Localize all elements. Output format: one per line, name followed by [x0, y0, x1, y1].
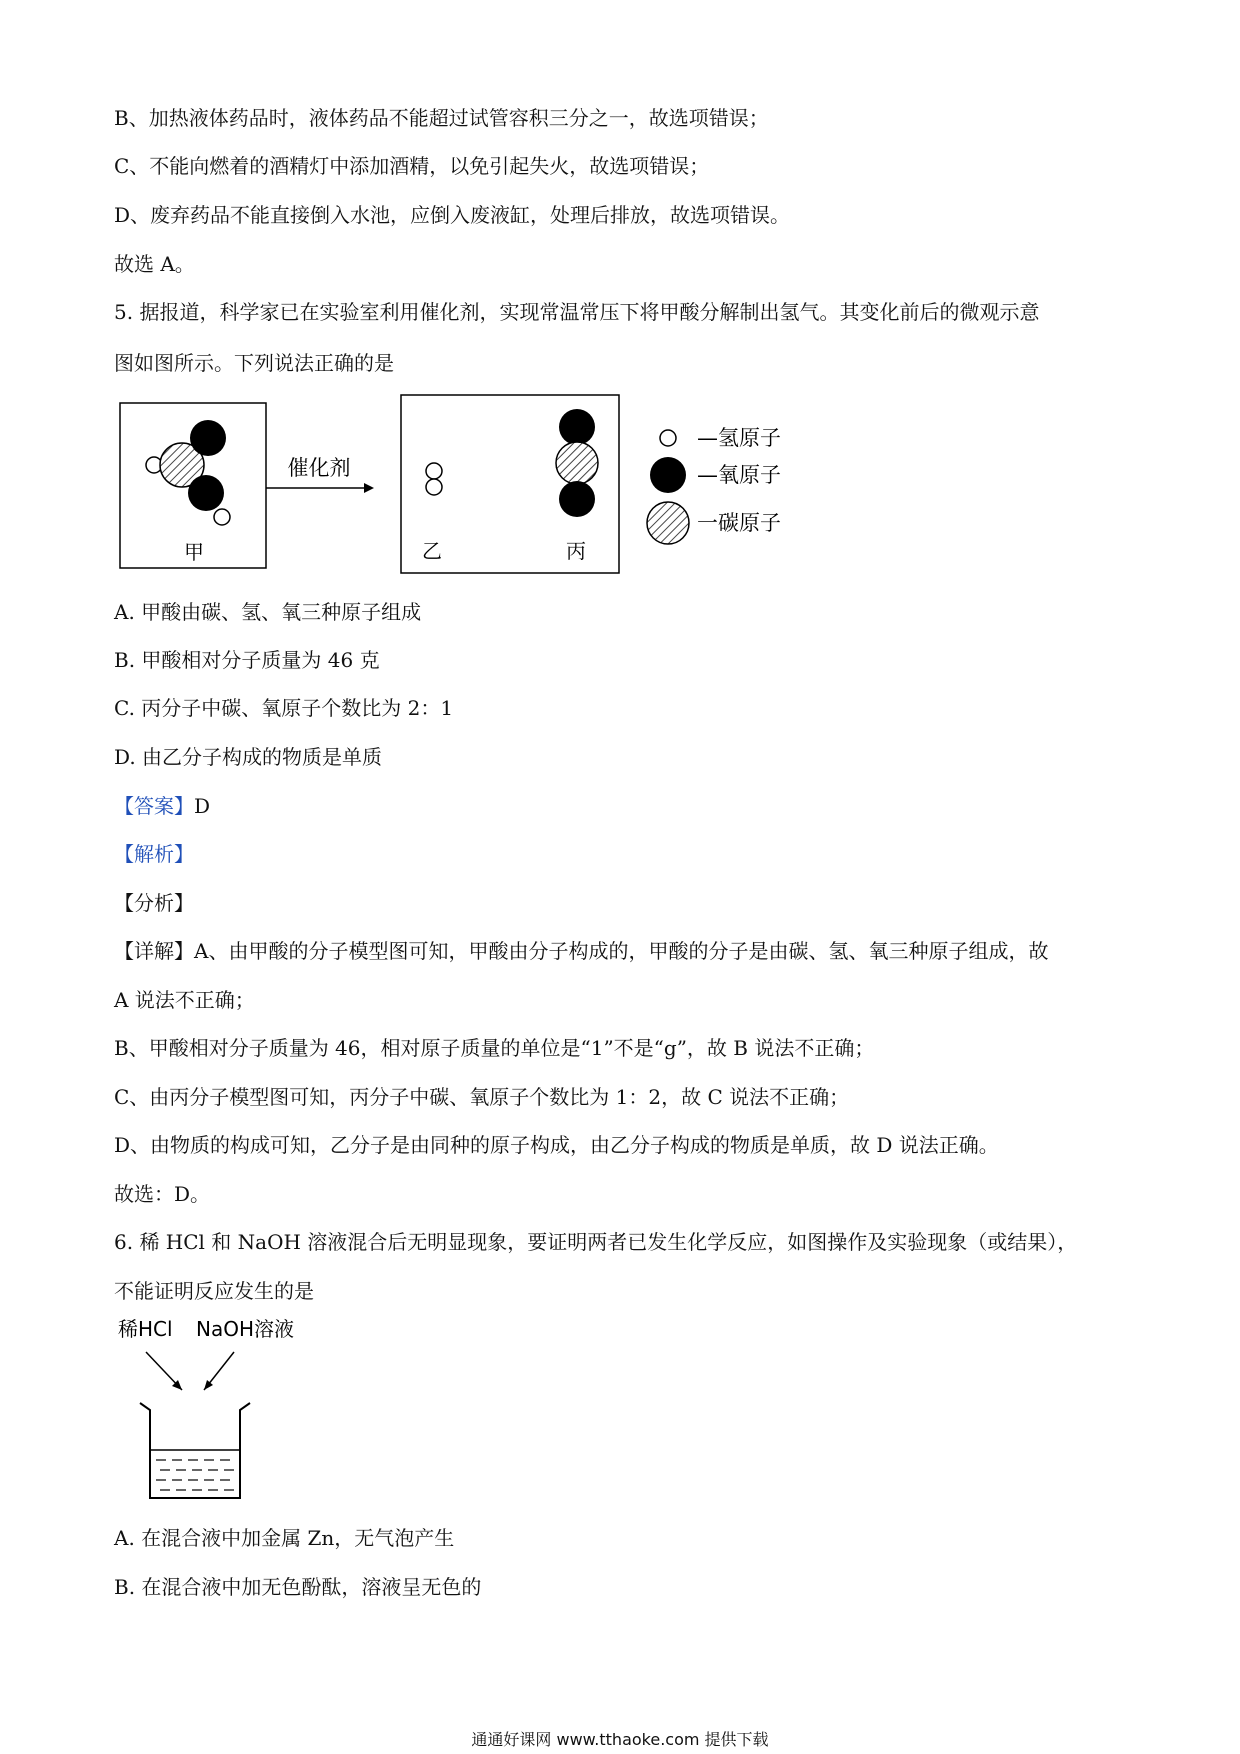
detail-line: 故选：D。 [114, 1182, 211, 1206]
oxygen-atom [559, 409, 595, 445]
detail-line: A 说法不正确； [114, 988, 255, 1012]
hydrogen-atom [426, 463, 442, 479]
option-b: B. 在混合液中加无色酚酞，溶液呈无色的 [114, 1575, 482, 1599]
answer-value: D [194, 794, 211, 818]
legend-oxygen-icon [650, 457, 686, 493]
label-bing: 丙 [566, 539, 586, 563]
label-naoh: NaOH溶液 [196, 1318, 294, 1341]
text-line: 故选 A。 [114, 252, 195, 276]
question-6-stem: 不能证明反应发生的是 [114, 1279, 314, 1303]
hydrogen-atom [214, 509, 230, 525]
option-b: B. 甲酸相对分子质量为 46 克 [114, 648, 380, 672]
beaker-diagram [110, 1318, 310, 1508]
text-line: B、加热液体药品时，液体药品不能超过试管容积三分之一，故选项错误； [114, 106, 769, 130]
detail-line: B、甲酸相对分子质量为 46，相对原子质量的单位是“1”不是“g”，故 B 说法不正确； [114, 1036, 875, 1060]
carbon-atom [556, 442, 598, 484]
label-hcl: 稀HCl [118, 1318, 173, 1341]
question-6-stem: 6. 稀 HCl 和 NaOH 溶液混合后无明显现象，要证明两者已发生化学反应，如图操作及实验现象（或结果）， [114, 1230, 1078, 1254]
oxygen-atom [190, 420, 226, 456]
detail-text: A、由甲酸的分子模型图可知，甲酸由分子构成的，甲酸的分子是由碳、氢、氧三种原子组成，故 [194, 939, 1049, 963]
label-jia: 甲 [184, 540, 204, 564]
text-line: C、不能向燃着的酒精灯中添加酒精，以免引起失火，故选项错误； [114, 154, 710, 178]
option-a: A. 在混合液中加金属 Zn，无气泡产生 [114, 1526, 455, 1550]
hydrogen-atom [426, 479, 442, 495]
page-footer: 通通好课网 www.tthaoke.com 提供下载 [471, 1730, 769, 1749]
legend-carbon-label: 一碳原子 [697, 511, 781, 535]
text-line: D、废弃药品不能直接倒入水池，应倒入废液缸，处理后排放，故选项错误。 [114, 203, 791, 227]
fenxi-tag: 【分析】 [114, 891, 194, 915]
liquid-lines [156, 1460, 234, 1490]
detail-line: D、由物质的构成可知，乙分子是由同种的原子构成，由乙分子构成的物质是单质，故 D 说法正确。 [114, 1133, 999, 1157]
oxygen-atom [559, 481, 595, 517]
legend-hydrogen-label: —氢原子 [697, 426, 781, 450]
molecule-diagram [114, 393, 814, 583]
detail-tag: 【详解】 [114, 939, 194, 963]
legend-oxygen-label: —氧原子 [697, 463, 781, 487]
catalyst-label: 催化剂 [287, 456, 351, 480]
question-5-stem: 5. 据报道，科学家已在实验室利用催化剂，实现常温常压下将甲酸分解制出氢气。其变化前后的微观示意 [114, 300, 1040, 324]
answer-tag: 【答案】 [114, 794, 194, 818]
analysis-tag: 【解析】 [114, 842, 194, 866]
detail-line: C、由丙分子模型图可知，丙分子中碳、氧原子个数比为 1：2，故 C 说法不正确； [114, 1085, 850, 1109]
answer-line [114, 792, 210, 820]
legend-hydrogen-icon [660, 430, 676, 446]
label-yi: 乙 [422, 539, 442, 563]
legend-carbon-icon [647, 502, 689, 544]
arrow-head [364, 483, 374, 493]
option-d: D. 由乙分子构成的物质是单质 [114, 745, 383, 769]
option-c: C. 丙分子中碳、氧原子个数比为 2：1 [114, 696, 454, 720]
option-a: A. 甲酸由碳、氢、氧三种原子组成 [114, 600, 422, 624]
oxygen-atom [188, 475, 224, 511]
detail-line [114, 937, 1048, 965]
question-5-stem: 图如图所示。下列说法正确的是 [114, 351, 394, 375]
